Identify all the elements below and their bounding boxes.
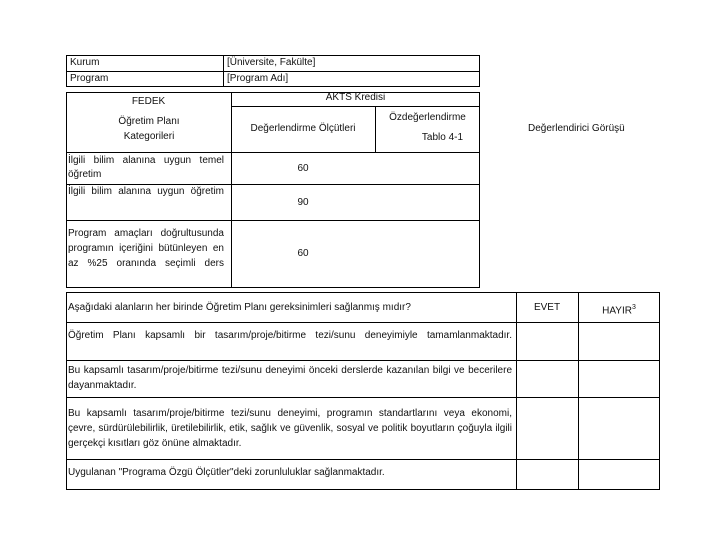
no-label: HAYIR <box>602 305 632 317</box>
row-2-text: İlgili bilim alanına uygun öğretim <box>68 186 224 197</box>
no-header <box>578 300 660 318</box>
requirement-item-2: Bu kapsamlı tasarım/proje/bitirme tezi/sunu deneyimi önceki derslerde kazanılan bilgi ve becerilere dayanmaktadır. <box>68 365 512 391</box>
requirement-item-1: Öğretim Planı kapsamlı bir tasarım/proje/bitirme tezi/sunu deneyimiyle tamamlanmaktadır. <box>68 330 512 341</box>
row-3-value: 60 <box>297 248 309 259</box>
yes-header: EVET <box>533 302 561 313</box>
row-3-text: Program amaçları doğrultusunda programın içeriğini bütünleyen en az %25 oranında seçimli ders <box>68 228 224 269</box>
kurum-label: Kurum <box>70 57 100 68</box>
fedek-label: FEDEK <box>131 96 166 107</box>
row-1-value: 60 <box>297 163 309 174</box>
evaluator-header: Değerlendirici Görüşü <box>528 123 625 134</box>
requirement-item-4: Uygulanan "Programa Özgü Ölçütler"deki zorunluluklar sağlanmaktadır. <box>68 467 385 478</box>
category-header: Öğretim Planı Kategorileri <box>118 116 180 142</box>
self-eval-header: Özdeğerlendirme <box>389 112 466 123</box>
row-1-text: İlgili bilim alanına uygun temel öğretim <box>68 155 224 180</box>
requirements-question: Aşağıdaki alanların her birinde Öğretim Planı gereksinimleri sağlanmış mıdır? <box>68 302 411 313</box>
requirement-item-3: Bu kapsamlı tasarım/proje/bitirme tezi/sunu deneyimi, programın standartlarını veya ekonomi, çevre, sürdürülebilirlik, üretilebilirlik, etik, sağlık ve güvenlik, sosyal ve politik boyutların çoğuyla ilgili gerçekçi kısıtları göz önüne almaktadır. <box>68 408 512 449</box>
self-eval-table-ref: Tablo 4-1 <box>421 132 464 143</box>
row-2-value: 90 <box>297 197 309 208</box>
kurum-value: [Üniversite, Fakülte] <box>227 57 316 68</box>
akts-label: AKTS Kredisi <box>325 92 386 103</box>
no-footnote: 3 <box>631 304 636 311</box>
program-label: Program <box>70 73 109 84</box>
criteria-header: Değerlendirme Ölçütleri <box>250 123 356 134</box>
program-value: [Program Adı] <box>227 73 289 84</box>
